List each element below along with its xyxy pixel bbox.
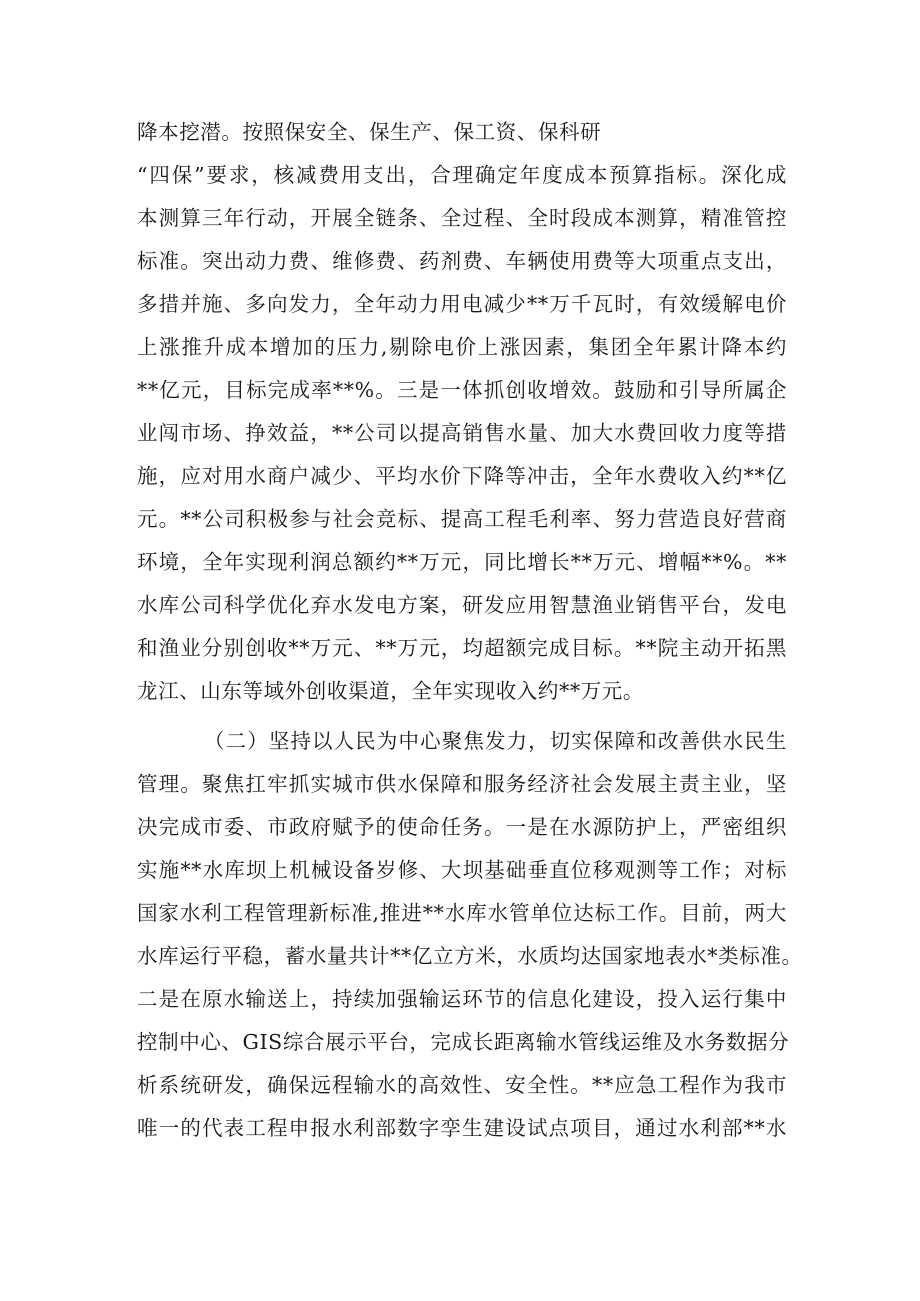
text-line: 水库公司科学优化弃水发电方案，研发应用智慧渔业销售平台，发电 [137,593,787,617]
text-line: 唯一的代表工程申报水利部数字孪生建设试点项目，通过水利部**水 [137,1116,787,1140]
text-line: 管理。聚焦扛牢抓实城市供水保障和服务经济社会发展主责主业，坚 [137,772,787,796]
text-line: 控制中心、GIS综合展示平台，完成长距离输水管线运维及水务数据分 [137,1030,790,1054]
text-line: 本测算三年行动，开展全链条、全过程、全时段成本测算，精准管控 [137,206,787,230]
text-line: 和渔业分别创收**万元、**万元，均超额完成目标。**院主动开拓黑 [137,636,787,660]
text-line: 决完成市委、市政府赋予的使命任务。一是在水源防护上，严密组织 [137,815,787,839]
text-line: **亿元，目标完成率**%。三是一体抓创收增效。鼓励和引导所属企 [137,378,787,402]
text-line: 国家水利工程管理新标准,推进**水库水管单位达标工作。目前，两大 [137,901,787,925]
text-line: 业闯市场、挣效益，**公司以提高销售水量、加大水费回收力度等措 [137,421,787,445]
text-line: 施，应对用水商户减少、平均水价下降等冲击，全年水费收入约**亿 [137,464,787,488]
text-line: “四保”要求，核减费用支出，合理确定年度成本预算指标。深化成 [137,163,787,187]
text-line: 水库运行平稳，蓄水量共计**亿立方米，水质均达国家地表水*类标准。 [137,944,803,968]
text-line: 龙江、山东等域外创收渠道，全年实现收入约**万元。 [137,679,644,703]
text-line: 上涨推升成本增加的压力,剔除电价上涨因素，集团全年累计降本约 [137,335,787,359]
text-line: 降本挖潜。按照保安全、保生产、保工资、保科研 [137,120,602,144]
text-line: 实施**水库坝上机械设备岁修、大坝基础垂直位移观测等工作；对标 [137,858,787,882]
text-line: 多措并施、多向发力，全年动力用电减少**万千瓦时，有效缓解电价 [137,292,787,316]
text-line: （二）坚持以人民为中心聚焦发力，切实保障和改善供水民生 [204,729,787,753]
text-line: 析系统研发，确保远程输水的高效性、安全性。**应急工程作为我市 [137,1073,787,1097]
text-line: 环境，全年实现利润总额约**万元，同比增长**万元、增幅**%。** [137,550,787,574]
text-line: 元。**公司积极参与社会竞标、提高工程毛利率、努力营造良好营商 [137,507,787,531]
text-line: 二是在原水输送上，持续加强输运环节的信息化建设，投入运行集中 [137,987,787,1011]
text-line: 标准。突出动力费、维修费、药剂费、车辆使用费等大项重点支出， [137,249,787,273]
